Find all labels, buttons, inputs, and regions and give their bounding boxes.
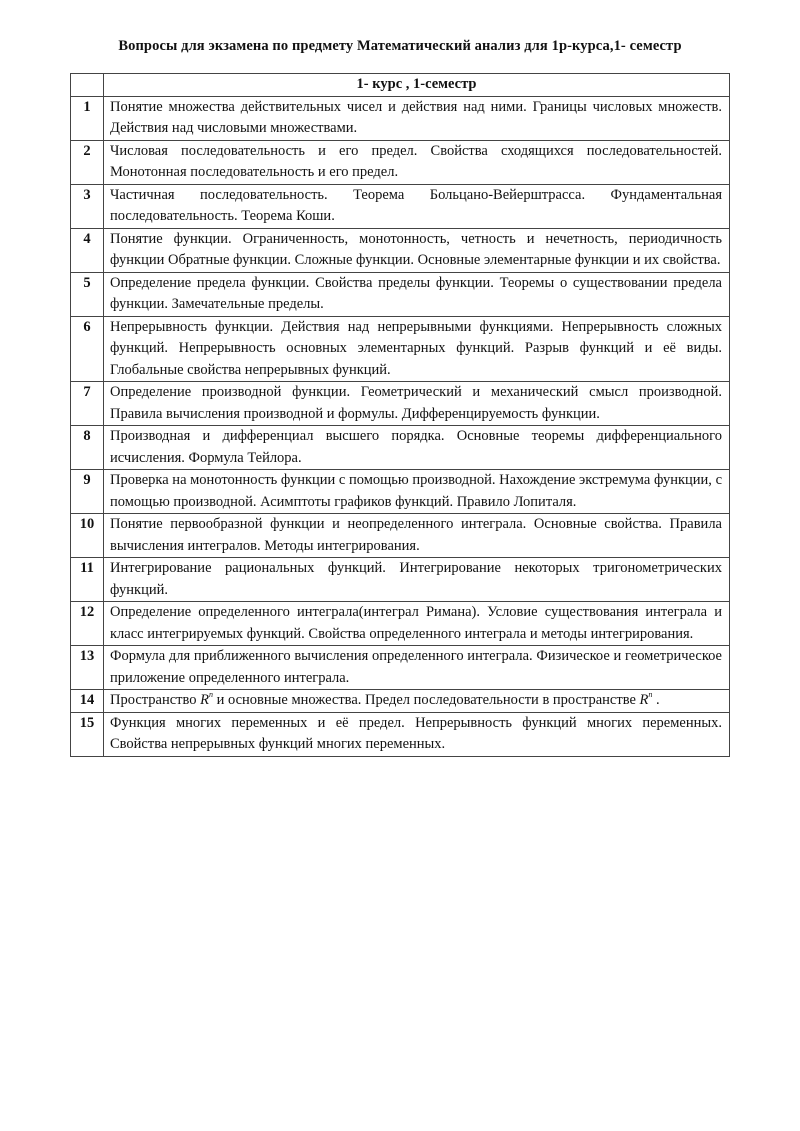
table-row xyxy=(71,228,730,272)
question-text-part: Пространство xyxy=(110,692,201,708)
question-number: 15 xyxy=(71,712,104,756)
math-space-symbol: $R^n$ xyxy=(200,690,213,708)
question-number: 13 xyxy=(71,646,104,690)
question-number: 10 xyxy=(71,514,104,558)
table-row xyxy=(71,514,730,558)
table-row xyxy=(71,96,730,140)
question-text: Частичная последовательность. Теорема Больцано-Вейерштрасса. Фундаментальная последовательность. Теорема Коши. xyxy=(104,184,730,228)
table-header-row xyxy=(71,74,730,97)
question-text: Понятие функции. Ограниченность, монотонность, четность и нечетность, периодичность функции Обратные функции. Сложные функции. Основные элементарные функции и их свойства. xyxy=(104,228,730,272)
table-row xyxy=(71,558,730,602)
question-text: Непрерывность функции. Действия над непрерывными функциями. Непрерывность сложных функций. Непрерывность основных элементарных функций. Разрыв функций и её виды. Глобальные свойства непрерывных функций. xyxy=(104,316,730,382)
question-text: Формула для приближенного вычисления определенного интеграла. Физическое и геометрическое приложение определенного интеграла. xyxy=(104,646,730,690)
exam-questions-table xyxy=(70,73,730,757)
question-text: Производная и дифференциал высшего порядка. Основные теоремы дифференциального исчисления. Формула Тейлора. xyxy=(104,426,730,470)
table-row xyxy=(71,646,730,690)
question-number: 12 xyxy=(71,602,104,646)
table-row xyxy=(71,426,730,470)
question-text-part: и основные множества. Предел последовательности в пространстве xyxy=(212,692,640,708)
question-text: Определение определенного интеграла(интеграл Римана). Условие существования интеграла и класс интегрируемых функций. Свойства определенного интеграла и методы интегрирования. xyxy=(104,602,730,646)
question-number: 5 xyxy=(71,272,104,316)
header-empty-cell xyxy=(71,74,104,97)
question-text: Проверка на монотонность функции с помощью производной. Нахождение экстремума функции, с помощью производной. Асимптоты графиков функций. Правило Лопиталя. xyxy=(104,470,730,514)
question-text: Определение производной функции. Геометрический и механический смысл производной. Правила вычисления производной и формулы. Дифференцируемость функции. xyxy=(104,382,730,426)
question-text: Понятие первообразной функции и неопределенного интеграла. Основные свойства. Правила вычисления интегралов. Методы интегрирования. xyxy=(104,514,730,558)
question-number: 8 xyxy=(71,426,104,470)
table-row xyxy=(71,272,730,316)
table-row xyxy=(71,316,730,382)
table-row xyxy=(71,184,730,228)
course-semester-header: 1- курс , 1-семестр xyxy=(104,74,730,97)
table-row xyxy=(71,690,730,713)
question-number: 9 xyxy=(71,470,104,514)
question-text: Интегрирование рациональных функций. Интегрирование некоторых тригонометрических функций. xyxy=(104,558,730,602)
table-row xyxy=(71,140,730,184)
question-text: Понятие множества действительных чисел и действия над ними. Границы числовых множеств. Действия над числовыми множествами. xyxy=(104,96,730,140)
question-text: Функция многих переменных и её предел. Непрерывность функций многих переменных. Свойства непрерывных функций многих переменных. xyxy=(104,712,730,756)
question-number: 1 xyxy=(71,96,104,140)
table-row xyxy=(71,712,730,756)
math-space-symbol: $R^n$ xyxy=(639,690,653,708)
question-number: 2 xyxy=(71,140,104,184)
table-row xyxy=(71,602,730,646)
question-text: Определение предела функции. Свойства пределы функции. Теоремы о существовании предела функции. Замечательные пределы. xyxy=(104,272,730,316)
question-number: 6 xyxy=(71,316,104,382)
question-text: Числовая последовательность и его предел. Свойства сходящихся последовательностей. Монотонная последовательность и его предел. xyxy=(104,140,730,184)
question-number: 4 xyxy=(71,228,104,272)
question-number: 14 xyxy=(71,690,104,713)
document-title: Вопросы для экзамена по предмету Математический анализ для 1р-курса,1- семестр xyxy=(118,38,682,54)
table-row xyxy=(71,470,730,514)
question-text-part: . xyxy=(652,692,660,708)
question-number: 3 xyxy=(71,184,104,228)
question-text xyxy=(104,690,730,713)
table-row xyxy=(71,382,730,426)
question-number: 7 xyxy=(71,382,104,426)
question-number: 11 xyxy=(71,558,104,602)
